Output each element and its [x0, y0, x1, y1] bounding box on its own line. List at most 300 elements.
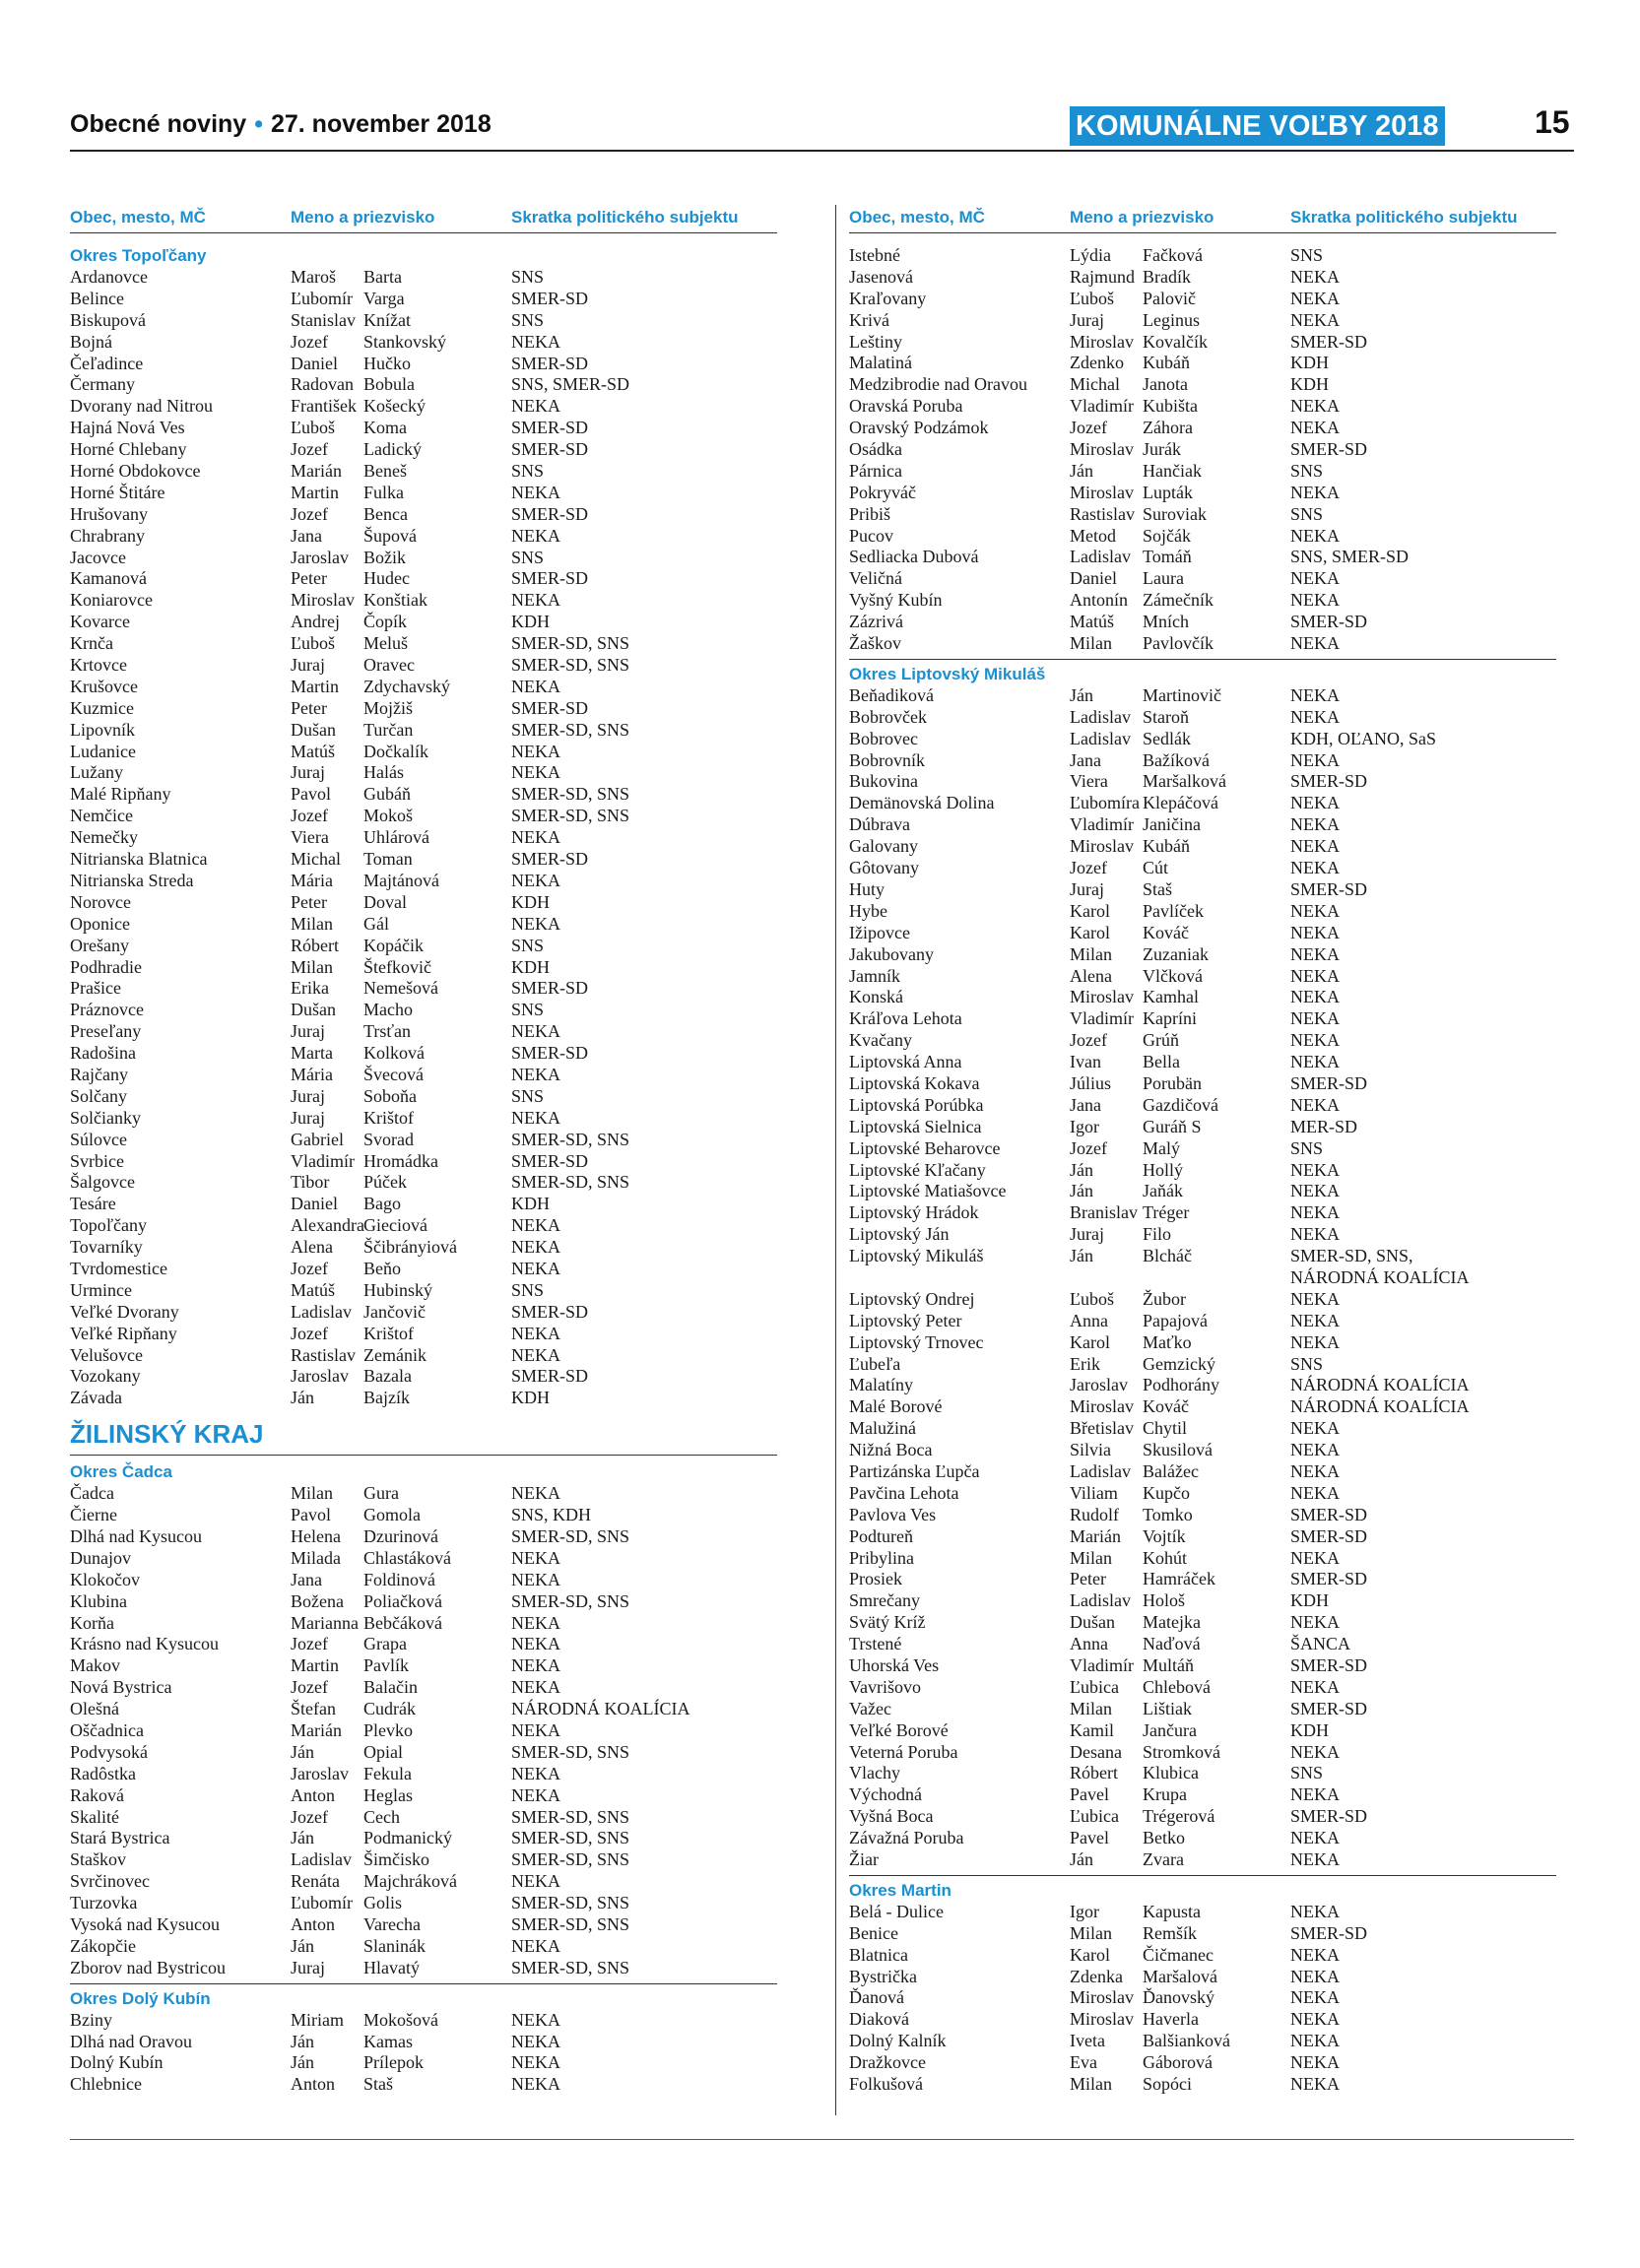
row-first-name: Peter	[291, 568, 327, 589]
row-town: Liptovský Ondrej	[849, 1288, 975, 1309]
row-town: Vyšná Boca	[849, 1806, 934, 1827]
row-town: Gôtovany	[849, 858, 919, 878]
row-party: NEKA	[1290, 1849, 1340, 1870]
row-town: Tvrdomestice	[70, 1258, 167, 1278]
row-party: KDH	[1290, 1590, 1329, 1611]
row-first-name: Milan	[1070, 1698, 1112, 1718]
row-party: NEKA	[1290, 943, 1340, 964]
row-town: Východná	[849, 1784, 922, 1805]
table-row	[849, 568, 1556, 590]
row-town: Dlhá nad Kysucou	[70, 1525, 202, 1546]
row-party: SNS	[1290, 1137, 1324, 1158]
row-party: NEKA	[1290, 525, 1340, 546]
table-row	[70, 396, 777, 418]
row-town: Sedliacka Dubová	[849, 547, 979, 567]
row-first-name: Jozef	[291, 1677, 328, 1698]
row-last-name: Pavlovčík	[1143, 633, 1214, 654]
row-town: Malé Borové	[849, 1396, 943, 1417]
row-first-name: Ján	[1070, 1159, 1093, 1180]
row-last-name: Laura	[1143, 568, 1184, 589]
district-title: Okres Liptovský Mikuláš	[849, 659, 1556, 685]
table-row	[70, 1591, 777, 1613]
table-row	[849, 1699, 1556, 1720]
row-party: SMER-SD	[1290, 1072, 1368, 1093]
row-party-line: NÁRODNÁ KOALÍCIA	[1290, 1266, 1470, 1287]
district-title: Okres Dolý Kubín	[70, 1983, 777, 2010]
row-party: NEKA	[511, 1237, 560, 1258]
table-row	[849, 1526, 1556, 1548]
row-first-name: Jaroslav	[291, 547, 349, 567]
row-town: Konská	[849, 987, 903, 1007]
row-first-name: Marián	[291, 461, 342, 482]
table-row	[849, 1987, 1556, 2009]
table-row	[849, 1655, 1556, 1677]
table-row	[849, 944, 1556, 966]
table-row	[849, 461, 1556, 483]
col-party-header: Skratka politického subjektu	[511, 208, 739, 227]
row-last-name: Šupová	[363, 525, 417, 546]
district-list	[70, 267, 777, 1409]
row-first-name: Rajmund	[1070, 266, 1135, 287]
row-last-name: Suroviak	[1143, 503, 1207, 524]
row-first-name: Matúš	[1070, 612, 1114, 632]
row-last-name: Kupčo	[1143, 1482, 1190, 1503]
row-first-name: Miroslav	[1070, 482, 1134, 502]
row-last-name: Kováč	[1143, 922, 1189, 942]
row-town: Liptovské Matiašovce	[849, 1181, 1007, 1201]
row-first-name: Jaroslav	[291, 1366, 349, 1387]
row-party: KDH	[511, 956, 550, 977]
row-party: NEKA	[1290, 965, 1340, 986]
table-row	[70, 289, 777, 310]
row-first-name: Miroslav	[1070, 331, 1134, 352]
row-party: SMER-SD, SNS	[511, 1806, 630, 1827]
row-party: SNS	[511, 267, 545, 287]
table-row	[849, 1483, 1556, 1505]
table-row	[849, 1138, 1556, 1160]
table-row	[70, 1720, 777, 1742]
row-party: SMER-SD, SNS	[511, 633, 630, 654]
page-number: 15	[1535, 104, 1570, 140]
row-town: Galovany	[849, 836, 918, 857]
row-first-name: Štefan	[291, 1699, 336, 1719]
table-row	[70, 1828, 777, 1849]
row-party: SMER-SD	[1290, 1806, 1368, 1827]
row-party: SMER-SD	[511, 439, 589, 460]
row-first-name: Miroslav	[1070, 1987, 1134, 2008]
row-town: Chrabrany	[70, 525, 145, 546]
row-first-name: Juraj	[1070, 309, 1104, 330]
row-first-name: Rudolf	[1070, 1504, 1120, 1524]
row-first-name: Ladislav	[291, 1301, 352, 1322]
row-first-name: Miroslav	[291, 590, 355, 611]
table-row	[70, 784, 777, 806]
row-first-name: Antonín	[1070, 590, 1129, 611]
row-last-name: Mokošová	[363, 2009, 438, 2030]
row-party: NEKA	[1290, 482, 1340, 502]
row-first-name: Kamil	[1070, 1719, 1114, 1740]
row-first-name: Jana	[1070, 1094, 1101, 1115]
table-row	[70, 612, 777, 633]
row-first-name: Ján	[291, 2031, 314, 2051]
row-town: Závada	[70, 1388, 122, 1408]
row-town: Olešná	[70, 1699, 119, 1719]
row-first-name: Martin	[291, 676, 339, 696]
row-first-name: Marianna	[291, 1612, 359, 1633]
row-town: Kovarce	[70, 612, 130, 632]
table-row	[849, 1548, 1556, 1570]
row-last-name: Kamhal	[1143, 987, 1199, 1007]
row-party: NEKA	[511, 1655, 560, 1676]
row-town: Nemečky	[70, 827, 138, 848]
row-last-name: Tomko	[1143, 1504, 1193, 1524]
row-town: Nitrianska Blatnica	[70, 849, 208, 870]
table-row	[849, 2031, 1556, 2052]
row-first-name: Ján	[291, 2052, 314, 2073]
row-first-name: Ľuboš	[291, 633, 335, 654]
row-town: Blatnica	[849, 1944, 908, 1965]
row-first-name: Miroslav	[1070, 2009, 1134, 2030]
row-party: NEKA	[1290, 266, 1340, 287]
district-list	[849, 685, 1556, 1871]
row-first-name: Anton	[291, 1784, 335, 1805]
row-last-name: Kubáň	[1143, 836, 1190, 857]
row-party: SMER-SD	[1290, 1698, 1368, 1718]
row-last-name: Svorad	[363, 1129, 414, 1149]
row-last-name: Podhorány	[1143, 1375, 1219, 1395]
row-party: NEKA	[1290, 836, 1340, 857]
row-town: Trstené	[849, 1634, 902, 1654]
row-first-name: Anton	[291, 1914, 335, 1935]
table-row	[849, 396, 1556, 418]
row-last-name: Kováč	[1143, 1396, 1189, 1417]
row-last-name: Kubišta	[1143, 396, 1198, 417]
row-last-name: Maršalová	[1143, 1966, 1217, 1986]
row-party: NEKA	[511, 1784, 560, 1805]
row-first-name: Břetislav	[1070, 1418, 1134, 1439]
row-last-name: Turčan	[363, 719, 414, 740]
row-first-name: Dušan	[1070, 1612, 1115, 1633]
row-town: Hajná Nová Ves	[70, 418, 185, 438]
row-last-name: Košecký	[363, 396, 426, 417]
row-town: Kráľova Lehota	[849, 1008, 962, 1029]
row-first-name: Daniel	[291, 1194, 338, 1214]
row-town: Uhorská Ves	[849, 1655, 940, 1676]
row-first-name: Metod	[1070, 525, 1116, 546]
row-party: SMER-SD, SNS	[511, 1828, 630, 1848]
row-first-name: Pavel	[1070, 1828, 1109, 1848]
table-row	[70, 1936, 777, 1958]
row-first-name: Pavel	[1070, 1784, 1109, 1805]
row-party: NEKA	[1290, 793, 1340, 813]
row-party: NEKA	[1290, 922, 1340, 942]
row-first-name: Andrej	[291, 612, 340, 632]
row-first-name: Stanislav	[291, 309, 356, 330]
row-party: SMER-SD	[1290, 1655, 1368, 1676]
row-town: Párnica	[849, 460, 902, 481]
row-first-name: Ľubica	[1070, 1676, 1119, 1697]
row-last-name: Remšík	[1143, 1922, 1198, 1943]
row-last-name: Guráň S	[1143, 1116, 1202, 1136]
row-first-name: Viliam	[1070, 1482, 1118, 1503]
row-town: Bukovina	[849, 771, 918, 792]
table-row	[70, 1086, 777, 1108]
row-town: Vavrišovo	[849, 1676, 921, 1697]
table-row	[849, 310, 1556, 332]
row-town: Velušovce	[70, 1344, 143, 1365]
table-row	[849, 1461, 1556, 1483]
row-first-name: Ján	[291, 1388, 314, 1408]
row-last-name: Skusilová	[1143, 1440, 1214, 1460]
row-last-name: Krištof	[363, 1107, 414, 1128]
district-title: Okres Martin	[849, 1875, 1556, 1902]
row-first-name: Róbert	[1070, 1763, 1118, 1783]
row-last-name: Grúň	[1143, 1030, 1179, 1051]
row-party: NEKA	[1290, 987, 1340, 1007]
table-row	[70, 332, 777, 354]
table-row	[849, 1967, 1556, 1988]
table-row	[849, 526, 1556, 548]
row-town: Dúbrava	[849, 814, 910, 835]
row-town: Stará Bystrica	[70, 1828, 170, 1848]
row-first-name: Jozef	[1070, 858, 1107, 878]
row-town: Liptovské Beharovce	[849, 1137, 1001, 1158]
row-party: SMER-SD, SNS	[511, 806, 630, 826]
row-party: SMER-SD, SNS	[511, 719, 630, 740]
row-last-name: Balačin	[363, 1677, 418, 1698]
row-first-name: Rastislav	[291, 1344, 356, 1365]
row-party: NEKA	[511, 331, 560, 352]
row-town: Korňa	[70, 1612, 114, 1633]
row-town: Oponice	[70, 913, 130, 934]
row-last-name: Gura	[363, 1483, 399, 1504]
row-party: NEKA	[1290, 1224, 1340, 1245]
table-row	[70, 483, 777, 504]
row-first-name: Matúš	[291, 1279, 335, 1300]
row-party: NEKA	[1290, 1944, 1340, 1965]
row-last-name: Maršalková	[1143, 771, 1226, 792]
row-party: SMER-SD	[1290, 1525, 1368, 1546]
row-town: Bojná	[70, 331, 112, 352]
row-first-name: Milada	[291, 1547, 341, 1568]
row-party: NEKA	[1290, 858, 1340, 878]
row-party: SMER-SD	[511, 697, 589, 718]
table-row	[849, 836, 1556, 858]
row-party: NEKA	[1290, 2009, 1340, 2030]
row-town: Svrčinovec	[70, 1871, 150, 1892]
row-first-name: Ľuboš	[1070, 288, 1114, 308]
row-party: NEKA	[1290, 1440, 1340, 1460]
table-row	[849, 1375, 1556, 1396]
table-row	[70, 1366, 777, 1388]
row-first-name: Jaroslav	[291, 1763, 349, 1783]
table-row	[849, 1923, 1556, 1945]
row-town: Žaškov	[849, 633, 901, 654]
masthead	[70, 110, 492, 139]
row-party: NEKA	[511, 676, 560, 696]
table-row	[849, 633, 1556, 655]
table-row	[849, 547, 1556, 568]
row-first-name: Alena	[1070, 965, 1112, 986]
row-town: Radôstka	[70, 1763, 136, 1783]
row-last-name: Tréger	[1143, 1202, 1190, 1223]
table-row	[70, 1108, 777, 1130]
row-last-name: Kolková	[363, 1043, 425, 1064]
table-row	[70, 504, 777, 526]
row-town: Dlhá nad Oravou	[70, 2031, 192, 2051]
row-first-name: Peter	[1070, 1569, 1106, 1589]
row-last-name: Trégerová	[1143, 1806, 1215, 1827]
row-town: Kvačany	[849, 1030, 912, 1051]
table-row	[849, 1418, 1556, 1440]
row-last-name: Pavlík	[363, 1655, 410, 1676]
row-party: SMER-SD	[1290, 1569, 1368, 1589]
row-party: NEKA	[1290, 1202, 1340, 1223]
row-party: SNS	[1290, 460, 1324, 481]
row-town: Veľké Borové	[849, 1719, 949, 1740]
row-first-name: Jozef	[291, 1258, 328, 1278]
row-town: Belá - Dulice	[849, 1901, 944, 1921]
separator-dot: •	[254, 110, 263, 138]
row-first-name: Anton	[291, 2074, 335, 2095]
row-party: SMER-SD, SNS	[511, 1590, 630, 1611]
row-first-name: Ladislav	[1070, 706, 1131, 727]
row-first-name: Renáta	[291, 1871, 340, 1892]
row-town: Bobrovček	[849, 706, 927, 727]
table-row	[70, 762, 777, 784]
row-last-name: Naďová	[1143, 1634, 1201, 1654]
table-row	[70, 1172, 777, 1194]
row-town: Zborov nad Bystricou	[70, 1957, 226, 1977]
row-first-name: Jozef	[291, 1806, 328, 1827]
row-first-name: Ladislav	[1070, 1461, 1131, 1481]
region-title: ŽILINSKÝ KRAJ	[70, 1409, 777, 1456]
row-town: Malatíny	[849, 1375, 913, 1395]
row-last-name: Fekula	[363, 1763, 412, 1783]
table-row	[849, 267, 1556, 289]
table-row	[849, 793, 1556, 814]
table-row	[70, 2052, 777, 2074]
row-last-name: Tomáň	[1143, 547, 1192, 567]
row-first-name: Miroslav	[1070, 1396, 1134, 1417]
table-row	[70, 1237, 777, 1259]
row-town: Tesáre	[70, 1194, 116, 1214]
row-party: NÁRODNÁ KOALÍCIA	[1290, 1396, 1470, 1417]
row-last-name: Žubor	[1143, 1288, 1186, 1309]
row-last-name: Šimčisko	[363, 1849, 430, 1870]
row-town: Istebné	[849, 245, 900, 265]
row-town: Liptovská Anna	[849, 1052, 962, 1072]
row-first-name: Miroslav	[1070, 836, 1134, 857]
table-row	[849, 1030, 1556, 1052]
row-first-name: Jozef	[1070, 418, 1107, 438]
row-last-name: Mních	[1143, 612, 1189, 632]
row-last-name: Čičmanec	[1143, 1944, 1214, 1965]
row-town: Biskupová	[70, 309, 147, 330]
row-party: SMER-SD, SNS	[511, 1893, 630, 1913]
row-town: Liptovské Kľačany	[849, 1159, 986, 1180]
row-party: NEKA	[511, 1935, 560, 1956]
table-row	[70, 1613, 777, 1635]
row-town: Osádka	[849, 439, 902, 460]
row-party: NEKA	[1290, 568, 1340, 589]
table-row	[70, 633, 777, 655]
row-first-name: Juraj	[1070, 878, 1104, 899]
row-town: Čeľadince	[70, 353, 144, 373]
row-last-name: Krupa	[1143, 1784, 1187, 1805]
table-row	[849, 1160, 1556, 1182]
row-town: Bobrovec	[849, 728, 918, 748]
row-town: Prašice	[70, 978, 121, 999]
row-town: Oravský Podzámok	[849, 418, 989, 438]
row-town: Čierne	[70, 1505, 117, 1525]
row-first-name: Ján	[1070, 460, 1093, 481]
paper-name: Obecné noviny	[70, 110, 247, 138]
row-party: NEKA	[511, 482, 560, 502]
row-first-name: Dušan	[291, 1000, 336, 1020]
row-last-name: Hubinský	[363, 1279, 433, 1300]
row-party: SMER-SD	[1290, 1922, 1368, 1943]
row-last-name: Heglas	[363, 1784, 413, 1805]
row-last-name: Mokoš	[363, 806, 414, 826]
row-first-name: Jozef	[291, 1323, 328, 1343]
row-town: Lužany	[70, 762, 123, 783]
row-first-name: Rastislav	[1070, 503, 1135, 524]
row-party: NEKA	[1290, 1741, 1340, 1762]
row-town: Liptovský Trnovec	[849, 1331, 984, 1352]
row-last-name: Blcháč	[1143, 1246, 1192, 1266]
row-last-name: Meluš	[363, 633, 408, 654]
table-row	[70, 2032, 777, 2053]
row-first-name: Ladislav	[291, 1849, 352, 1870]
row-town: Solčany	[70, 1085, 127, 1106]
row-party: NEKA	[1290, 900, 1340, 921]
row-last-name: Kopáčik	[363, 935, 424, 955]
row-last-name: Mojžiš	[363, 697, 414, 718]
row-first-name: Ján	[1070, 1246, 1093, 1266]
table-row	[849, 2074, 1556, 2096]
row-party: NEKA	[511, 1107, 560, 1128]
row-first-name: Martin	[291, 482, 339, 502]
row-last-name: Hlavatý	[363, 1957, 420, 1977]
table-row	[849, 418, 1556, 439]
row-town: Liptovský Mikuláš	[849, 1246, 984, 1266]
table-row	[849, 1742, 1556, 1764]
row-party: NEKA	[511, 1763, 560, 1783]
table-row	[70, 526, 777, 548]
row-town: Horné Štitáre	[70, 482, 165, 502]
row-party: SMER-SD	[511, 503, 589, 524]
table-row	[849, 1008, 1556, 1030]
row-last-name: Bella	[1143, 1052, 1180, 1072]
row-town: Klokočov	[70, 1569, 140, 1589]
table-row	[849, 590, 1556, 612]
row-town: Vysoká nad Kysucou	[70, 1914, 220, 1935]
row-party: NEKA	[1290, 1030, 1340, 1051]
row-last-name: Hamráček	[1143, 1569, 1215, 1589]
row-last-name: Beňo	[363, 1258, 401, 1278]
footer-rule	[70, 2139, 1574, 2140]
row-last-name: Gieciová	[363, 1215, 427, 1236]
row-last-name: Dzurinová	[363, 1525, 438, 1546]
row-town: Folkušová	[849, 2074, 924, 2095]
table-row	[70, 439, 777, 461]
row-town: Dolný Kalník	[849, 2031, 947, 2051]
row-last-name: Stankovský	[363, 331, 447, 352]
row-last-name: Hučko	[363, 353, 411, 373]
table-row	[849, 1569, 1556, 1590]
table-row	[849, 707, 1556, 729]
